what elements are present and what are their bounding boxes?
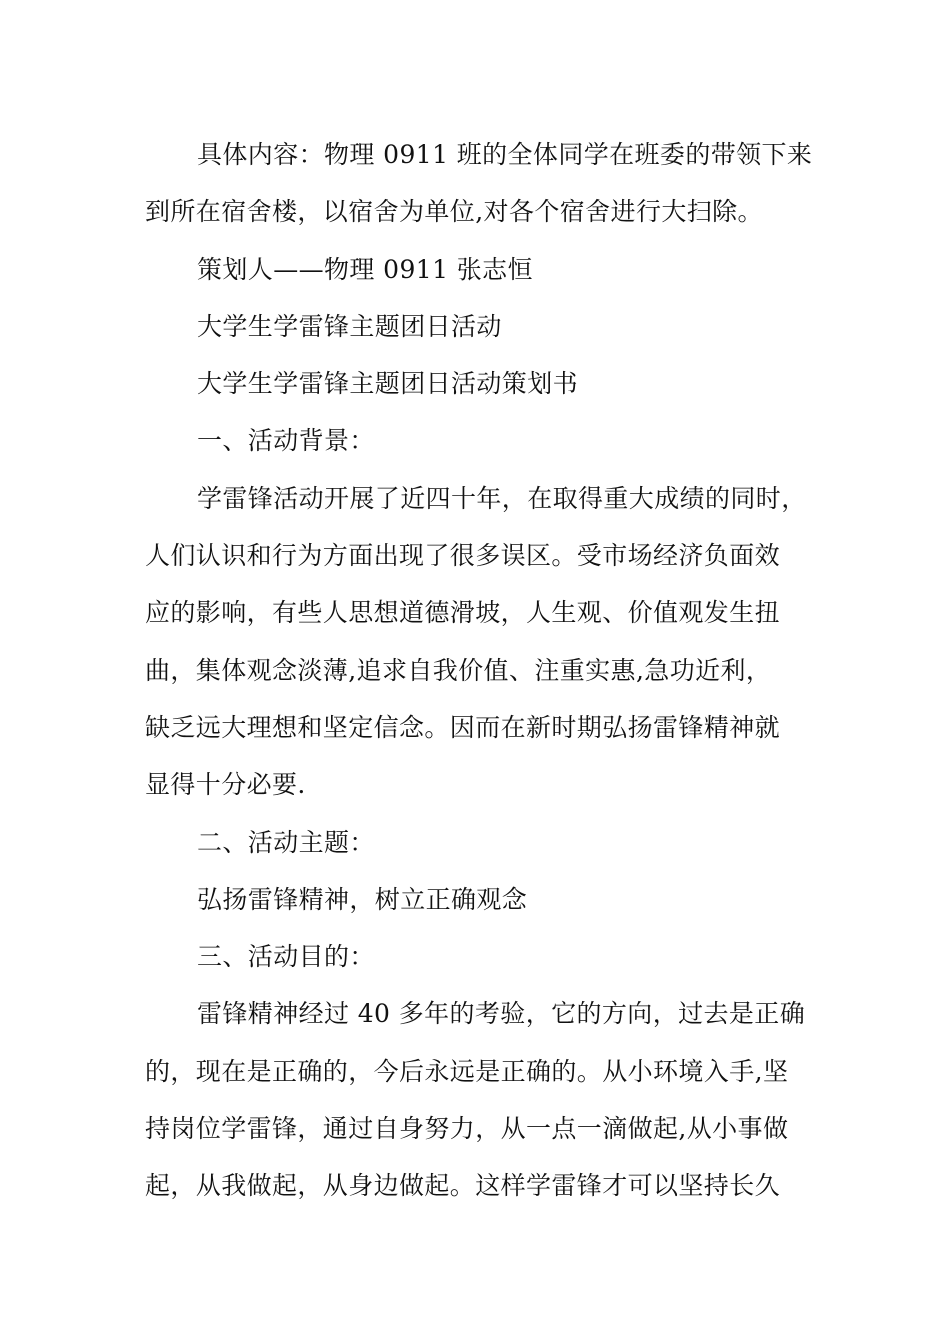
text-line: 缺乏远大理想和坚定信念。因而在新时期弘扬雷锋精神就 — [145, 712, 781, 742]
section-heading: 二、活动主题： — [197, 827, 375, 857]
text-line: 雷锋精神经过 40 多年的考验，它的方向，过去是正确 — [197, 999, 806, 1029]
text-line: 具体内容：物理 0911 班的全体同学在班委的带领下来 — [197, 140, 813, 169]
text-line: 弘扬雷锋精神，树立正确观念 — [197, 884, 528, 914]
text-line: 应的影响，有些人思想道德滑坡，人生观、价值观发生扭 — [145, 598, 781, 628]
text-line: 显得十分必要. — [145, 770, 306, 800]
text-line: 学雷锋活动开展了近四十年，在取得重大成绩的同时， — [197, 483, 807, 513]
text-line: 策划人——物理 0911 张志恒 — [197, 254, 533, 284]
text-line: 持岗位学雷锋，通过自身努力，从一点一滴做起,从小事做 — [145, 1114, 789, 1144]
text-line: 的，现在是正确的，今后永远是正确的。从小环境入手,坚 — [145, 1056, 789, 1086]
text-line: 曲，集体观念淡薄,追求自我价值、注重实惠,急功近利， — [145, 655, 772, 685]
text-line: 人们认识和行为方面出现了很多误区。受市场经济负面效 — [145, 541, 781, 571]
section-heading: 大学生学雷锋主题团日活动策划书 — [197, 369, 579, 399]
section-heading: 三、活动目的： — [197, 942, 375, 972]
document-body — [145, 126, 813, 1215]
text-line: 到所在宿舍楼，以宿舍为单位,对各个宿舍进行大扫除。 — [145, 197, 763, 227]
section-heading: 一、活动背景： — [197, 426, 375, 456]
text-line: 起，从我做起，从身边做起。这样学雷锋才可以坚持长久 — [145, 1171, 781, 1201]
section-heading: 大学生学雷锋主题团日活动 — [197, 311, 502, 341]
